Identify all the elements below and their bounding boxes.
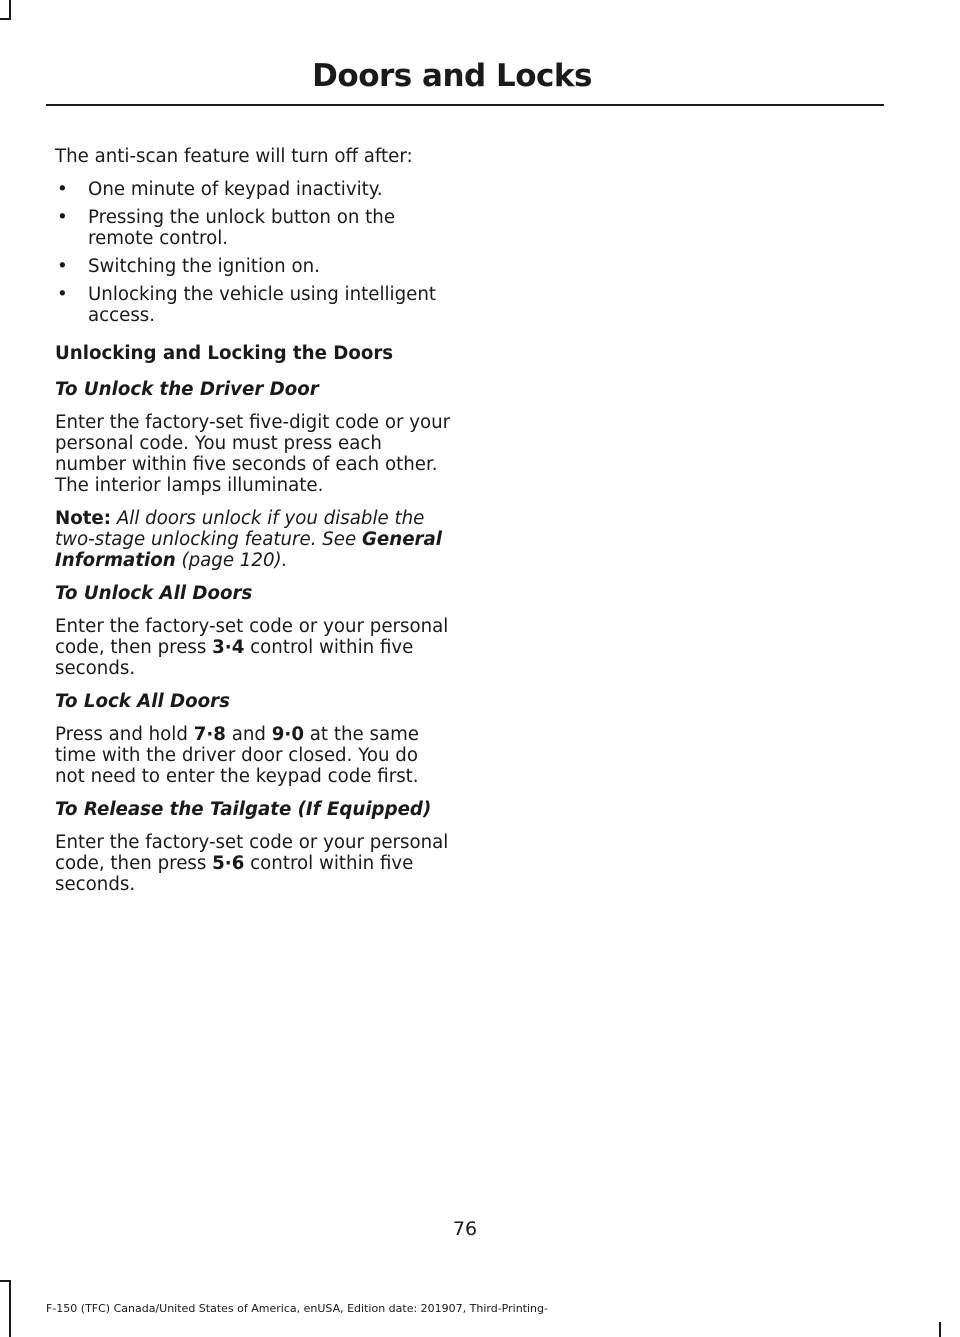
- note-text: All doors unlock if you disable the two-stage unlocking feature. See: [55, 508, 425, 550]
- note-paragraph: [55, 508, 451, 571]
- lock-all-body: [55, 724, 451, 787]
- bullet-icon: •: [57, 207, 68, 228]
- tailgate-body: [55, 832, 451, 895]
- crop-mark-top-left-h: [0, 18, 11, 20]
- main-content: [55, 146, 451, 907]
- unlock-all-heading: To Unlock All Doors: [55, 583, 253, 604]
- unlock-all-body: [55, 616, 451, 679]
- crop-mark-top-left: [9, 0, 11, 19]
- header-rule: [46, 104, 884, 106]
- bullet-icon: •: [57, 284, 68, 305]
- lock-all-text-end: at the same time with the driver door closed. You do not need to enter the keypad code first.: [55, 724, 419, 787]
- lock-all-heading: To Lock All Doors: [55, 691, 230, 712]
- list-item-text: Unlocking the vehicle using intelligent access.: [88, 284, 437, 326]
- list-item: [55, 179, 451, 200]
- unlock-all-text-end: control within five seconds.: [55, 637, 414, 679]
- crop-mark-bottom-left-h: [0, 1280, 11, 1282]
- tailgate-text: Enter the factory-set code or your personal code, then press: [55, 832, 449, 874]
- bullet-icon: •: [57, 179, 68, 200]
- bullet-icon: •: [57, 256, 68, 277]
- lock-all-text: Press and hold: [55, 724, 188, 745]
- unlock-all-text: Enter the factory-set code or your personal code, then press: [55, 616, 449, 658]
- tailgate-heading: To Release the Tailgate (If Equipped): [55, 799, 432, 820]
- page-title: Doors and Locks: [312, 58, 592, 94]
- footer-text: F-150 (TFC) Canada/United States of America, enUSA, Edition date: 201907, Third-Printing-: [46, 1302, 548, 1315]
- unlock-all-key: 3·4: [212, 637, 245, 658]
- list-item: [55, 256, 451, 277]
- section-heading: Unlocking and Locking the Doors: [55, 343, 394, 364]
- note-page-ref: (page 120).: [181, 550, 288, 571]
- page-number: 76: [452, 1218, 478, 1240]
- list-item: [55, 207, 451, 249]
- bullet-list: [55, 179, 451, 326]
- lock-all-key-1: 7·8: [193, 724, 226, 745]
- crop-mark-bottom-left: [9, 1280, 11, 1337]
- list-item-text: Pressing the unlock button on the remote control.: [88, 207, 396, 249]
- list-item-text: Switching the ignition on.: [88, 256, 320, 277]
- lock-all-and: and: [231, 724, 266, 745]
- lock-all-key-2: 9·0: [271, 724, 304, 745]
- tailgate-key: 5·6: [212, 853, 245, 874]
- intro-text: The anti-scan feature will turn off after:: [55, 146, 413, 167]
- list-item: [55, 284, 451, 326]
- general-information-link[interactable]: General Information: [55, 529, 443, 571]
- tailgate-text-end: control within five seconds.: [55, 853, 414, 895]
- driver-door-heading: To Unlock the Driver Door: [55, 379, 319, 400]
- list-item-text: One minute of keypad inactivity.: [88, 179, 383, 200]
- driver-door-body: Enter the factory-set five-digit code or your personal code. You must press each number within five seconds of each other. The interior lamps illuminate.: [55, 412, 451, 496]
- note-label: Note:: [55, 508, 112, 529]
- crop-mark-bottom-right: [939, 1322, 941, 1337]
